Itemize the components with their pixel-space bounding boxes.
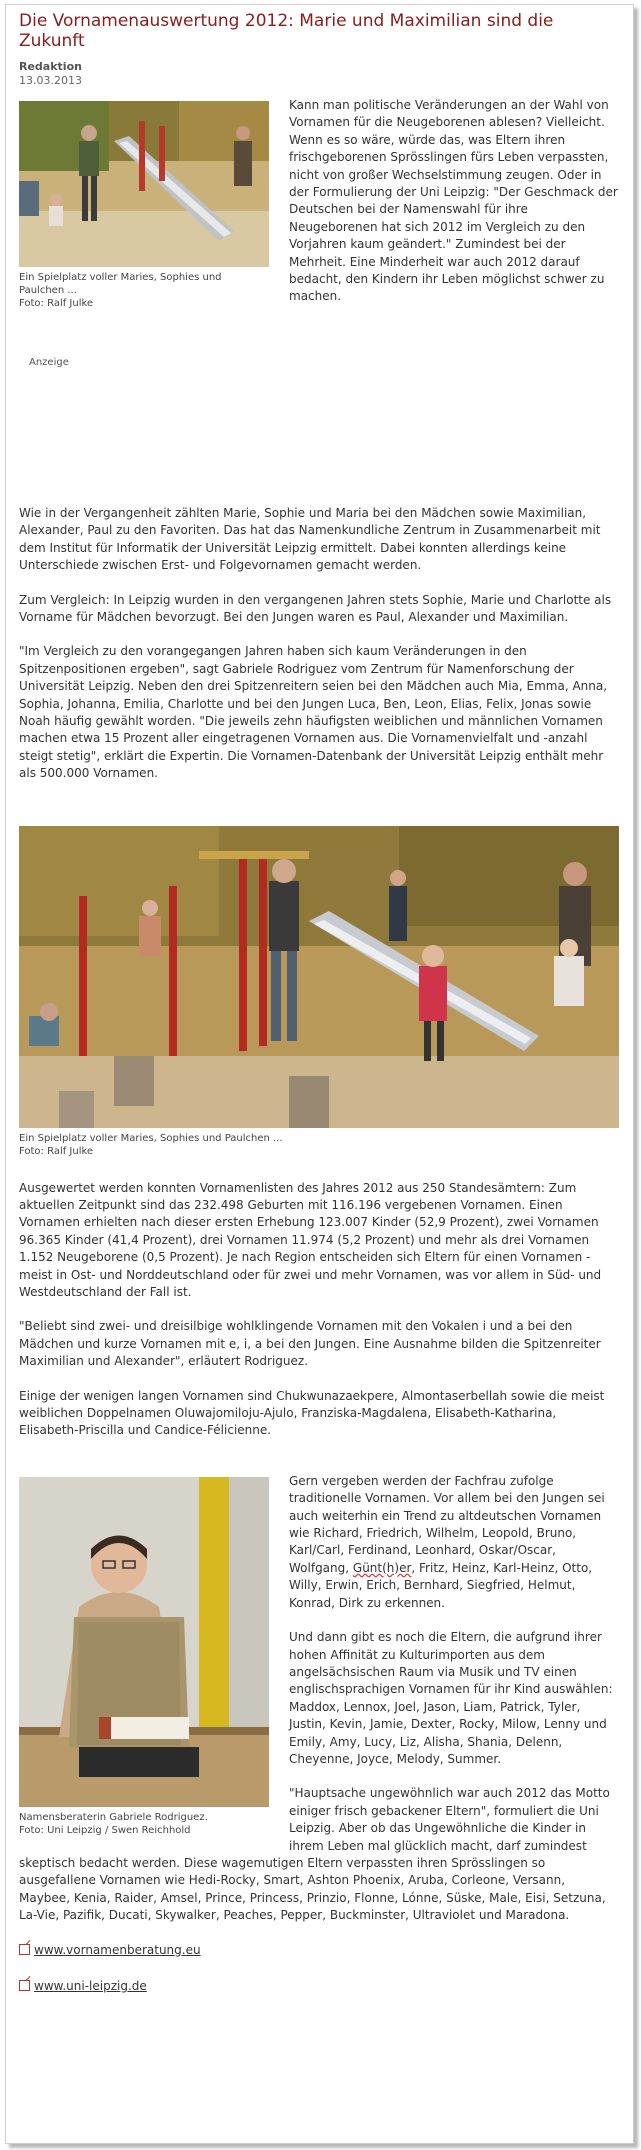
portrait-photo[interactable] — [19, 1477, 269, 1807]
external-link-icon — [19, 1980, 30, 1991]
figure-caption — [19, 271, 269, 310]
spellcheck-word: Günt(h)er — [352, 1560, 412, 1575]
photo-credit: Foto: Ralf Julke — [19, 1145, 94, 1157]
text-segment: Gern vergeben werden der Fachfrau zufolge traditionelle Vornamen. Vor allem bei den Jungen sei auch weiterhin ein Trend zu altdeutschen Vornamen wie Richard, Friedrich, Wilhelm, Leopold, Bruno, Karl/Carl, Ferdinand, Leonhard, Oskar/Oscar, Wolfgang, — [289, 1473, 605, 1575]
body-paragraph: Wie in der Vergangenheit zählten Marie, Sophie und Maria bei den Mädchen sowie Maximilian, Alexander, Paul zu den Favoriten. Das hat das Namenkundliche Zentrum in Zusammenarbeit mit dem Institut für Informatik der Universität Leipzig ermittelt. Dabei konnten allerdings keine Unterschiede zwischen Erst- und Folgevornamen gemacht werden. — [19, 505, 601, 573]
body-paragraph: "Beliebt sind zwei- und dreisilbige wohlklingende Vornamen mit den Vokalen i und a bei den Mädchen und kurze Vornamen mit e, i, a bei den Jungen. Eine Ausnahme bilden die Spitzenreiter Maximilian und Alexander", erläutert Rodriguez. — [19, 1319, 601, 1369]
article-author: Redaktion — [19, 60, 82, 73]
body-paragraph: "Im Vergleich zu den vorangegangen Jahren haben sich kaum Veränderungen in den Spitzenpositionen ergeben", sagt Gabriele Rodriguez vom Zentrum für Namenforschung der Universität Leipzig. Neben den drei Spitzenreitern seien bei den Mädchen auch Mia, Emma, Anna, Sophia, Johanna, Emilia, Charlotte und bei den Jungen Luca, Ben, Leon, Elias, Felix, Jonas sowie Noah häufig gewählt worden. "Die jeweils zehn häufigsten weiblichen und männlichen Vornamen machen etwa 15 Prozent aller eingetragenen Vornamen aus. Die Vornamenvielfalt und -anzahl steigt stetig", erklärt die Expertin. Die Vornamen-Datenbank der Universität Leipzig enthält mehr als 500.000 Vornamen. — [19, 644, 608, 781]
body-paragraph: Einige der wenigen langen Vornamen sind Chukwunazaekpere, Almontaserbellah sowie die meist weiblichen Doppelnamen Oluwajomiloju-Ajulo, Franziska-Magdalena, Elisabeth-Katharina, Elisabeth-Priscilla und Candice-Félicienne. — [19, 1388, 605, 1438]
external-link-icon — [19, 1944, 30, 1955]
link-uni-leipzig[interactable] — [19, 1978, 619, 1994]
playground-photo-small[interactable] — [19, 101, 269, 267]
article-date: 13.03.2013 — [19, 74, 82, 87]
intro-paragraph: Kann man politische Veränderungen an der Wahl von Vornamen für die Neugeborenen ablesen? Vielleicht. Wenn es so wäre, würde das, was Eltern ihren frischgeborenen Sprösslingen fürs Leben verpassten, nicht von großer Wechselstimmung zeugen. Oder in der Formulierung der Uni Leipzig: "Der Geschmack der Deutschen bei der Namenswahl für ihre Neugeborenen hat sich 2012 im Vergleich zu den Vorjahren kaum geändert." Zumindest bei der Mehrheit. Eine Minderheit war auch 2012 darauf bedacht, den Kindern ihr Leben möglichst schwer zu machen. — [289, 98, 618, 304]
figure-playground-small — [19, 101, 269, 310]
photo-credit: Foto: Uni Leipzig / Swen Reichhold — [19, 1824, 191, 1836]
link-vornamenberatung[interactable] — [19, 1942, 619, 1958]
figure-caption — [19, 1132, 619, 1158]
figure-portrait — [19, 1477, 269, 1837]
photo-credit: Foto: Ralf Julke — [19, 298, 94, 309]
article-title: Die Vornamenauswertung 2012: Marie und Maximilian sind die Zukunft — [19, 11, 554, 51]
link-text: www.uni-leipzig.de — [34, 1978, 147, 1993]
body-paragraph: Und dann gibt es noch die Eltern, die aufgrund ihrer hohen Affinität zu Kulturimporten aus dem angelsächsischen Raum via Musik und TV einen englischsprachigen Vornamen für ihr Kind auswählen: Maddox, Lennox, Joel, Jason, Liam, Patrick, Tyler, Justin, Kevin, Jamie, Dexter, Rocky, Milow, Lenny und Emily, Amy, Lucy, Liz, Alisha, Shania, Delenn, Cheyenne, Joyce, Melody, Summer. — [289, 1630, 613, 1766]
ad-label: Anzeige — [29, 356, 69, 368]
article-body — [6, 5, 633, 1994]
figure-playground-large — [19, 826, 619, 1158]
body-paragraph: Ausgewertet werden konnten Vornamenlisten des Jahres 2012 aus 250 Standesämtern: Zum aktuellen Zeitpunkt sind das 232.498 Geburten mit 116.196 vergebenen Vornamen. Einen Vornamen erhielten nach dieser ersten Erhebung 123.007 Kinder (52,9 Prozent), zwei Vornamen 96.365 Kinder (41,4 Prozent), drei Vornamen 11.974 (5,2 Prozent) und mehr als drei Vornamen 1.152 Neugeborene (0,5 Prozent). Je nach Region entscheiden sich Eltern für einen Vornamen - meist in Ost- und Norddeutschland oder für zwei und mehr Vornamen, was vor allem in Süd- und Westdeutschland der Fall ist. — [19, 1180, 602, 1299]
figure-caption — [19, 1811, 269, 1837]
article-frame — [5, 4, 634, 2144]
link-text: www.vornamenberatung.eu — [34, 1942, 201, 1957]
caption-text: Ein Spielplatz voller Maries, Sophies und Paulchen ... — [19, 1132, 283, 1144]
body-paragraph: Zum Vergleich: In Leipzig wurden in den vergangenen Jahren stets Sophie, Marie und Charlotte als Vorname für Mädchen bevorzugt. Bei den Jungen waren es Paul, Alexander und Maximilian. — [19, 592, 612, 624]
text-segment: , Fritz, Heinz, Karl-Heinz, Otto, Willy, Erwin, Erich, Bernhard, Siegfried, Helmut, Konrad, Dirk zu erkennen. — [289, 1560, 593, 1610]
caption-text: Namensberaterin Gabriele Rodriguez. — [19, 1811, 208, 1823]
caption-text: Ein Spielplatz voller Maries, Sophies und Paulchen ... — [19, 272, 222, 296]
body-paragraph: "Hauptsache ungewöhnlich war auch 2012 das Motto einiger frisch gebackener Eltern", formuliert die Uni Leipzig. Aber ob das Ungewöhnliche die Kinder in ihrem Leben mal glücklich macht, darf zumindest skeptisch bedacht werden. Diese wagemutigen Eltern verpassten ihren Sprösslingen so ausgefallene Vornamen wie Hedi-Rocky, Smart, Ashton Phoenix, Aruba, Corleone, Versann, Maybee, Kenia, Raider, Amsel, Prince, Princess, Prinzio, Flonne, Lónne, Süske, Male, Eisi, Setzuna, La-Vie, Pazifik, Ducati, Skywalker, Peaches, Pepper, Buckminster, Ultraviolet und Maradona. — [19, 1786, 610, 1923]
playground-photo-large[interactable] — [19, 826, 619, 1128]
